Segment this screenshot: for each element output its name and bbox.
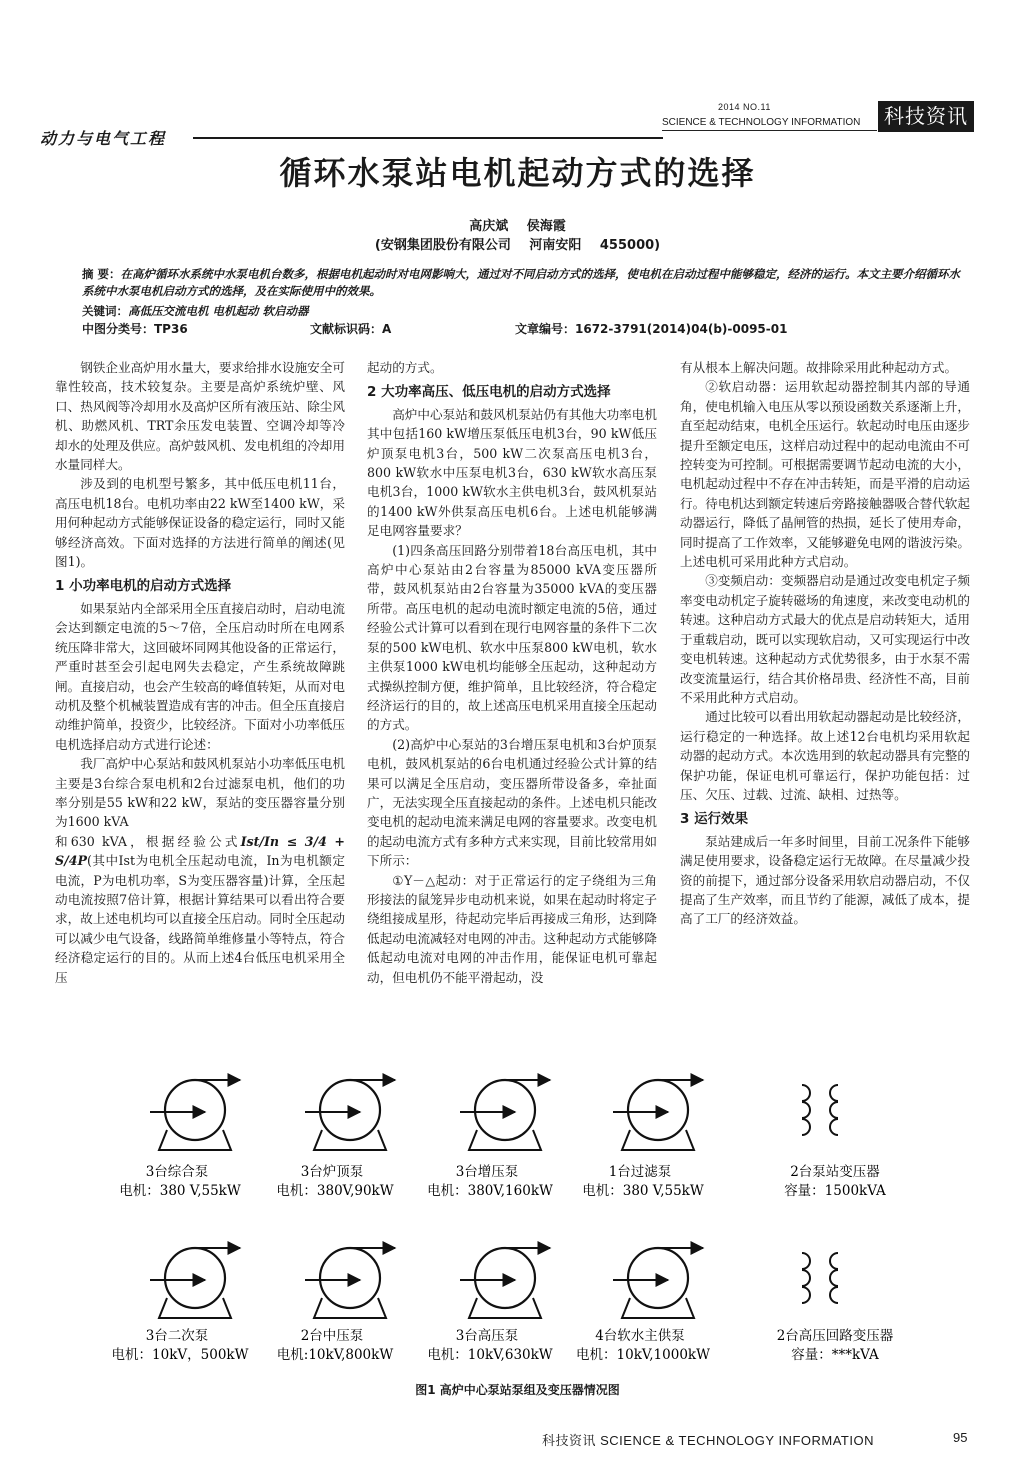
equipment-name: 3台增压泵 — [455, 1164, 519, 1180]
page-title: 循环水泵站电机起动方式的选择 — [279, 154, 756, 192]
paragraph: (2)高炉中心泵站的3台增压泵电机和3台炉顶泵电机，鼓风机泵站的6台电机通过经验公式计算的结果可以满足全压启动，变压器所带设备多，牵扯面广，无法实现全压直接起动的条件。上述电机只能改变电机的起动电流来满足电网的容量要求。改变电机的起动电流方式有多种方式来实现，目前比较常用如下所示： — [367, 736, 657, 869]
equipment-name: 2台高压回路变压器 — [776, 1328, 894, 1344]
formula: Ist/In ≤ 3/4 + S/4P — [55, 833, 345, 869]
transformer-icon — [802, 1085, 838, 1135]
figure-pump-diagram — [0, 1068, 1035, 1408]
pump-motor-icon — [150, 1080, 240, 1150]
issue-number: 2014 NO.11 — [718, 102, 771, 112]
formula-tail: (其中Ist为电机全压起动电流，In为电机额定电流，P为电机功率，S为变压器容量)计算，全压起动电流按照7倍计算，根据计算结果可以看出符合要求，故上述电机均可以直接全压启动。同时全压起动可以减少电气设备，线路简单维修量小等特点，符合经济稳定运行的目的。从而上述4台低压电机采用全压 — [55, 853, 345, 985]
paragraph: 我厂高炉中心泵站和鼓风机泵站小功率低压电机主要是3台综合泵电机和2台过滤泵电机，他们的功率分别是55 kW和22 kW，泵站的变压器容量分别为1600 kVA — [55, 756, 345, 830]
equipment-spec: 电机：10kV,1000kW — [576, 1347, 710, 1363]
equipment-name: 3台炉顶泵 — [300, 1164, 364, 1180]
section-heading: 1 小功率电机的启动方式选择 — [55, 578, 232, 595]
equipment-spec: 电机：380V,90kW — [276, 1183, 394, 1199]
paragraph: 有从根本上解决问题。故排除采用此种起动方式。 — [680, 360, 958, 375]
paragraph: ②软启动器：运用软起动器控制其内部的导通角，使电机输入电压从零以预设函数关系逐渐上升，直至起动结束，电机全压运行。软起动时电压由逐步提升至额定电压，这样启动过程中的起动电流由不可控转变为可控制。可根据需要调节起动电流的大小，电机起动过程中不存在冲击转矩，而是平滑的启动运行。待电机达到额定转速后旁路接触器吸合替代软起动器运行，降低了晶闸管的热损，延长了使用寿命，同时提高了工作效率，又能够避免电网的谐波污染。上述电机可采用此种方式启动。 — [680, 379, 970, 570]
figure-caption: 图1 高炉中心泵站泵组及变压器情况图 — [415, 1383, 620, 1397]
masthead-rule — [662, 130, 877, 131]
section-label: 动力与电气工程 — [40, 129, 167, 148]
keywords-text: 高低压交流电机 电机起动 软启动器 — [128, 304, 309, 318]
affiliation: (安钢集团股份有限公司 河南安阳 455000) — [374, 238, 661, 253]
pump-motor-icon — [305, 1080, 395, 1150]
page-number: 95 — [953, 1430, 968, 1445]
section-rule — [193, 137, 663, 139]
paragraph: 涉及到的电机型号繁多，其中低压电机11台，高压电机18台。电机功率由22 kW至1400 kW，采用何种起动方式能够保证设备的稳定运行，同时又能够经济高效。下面对选择的方法进行简单的阐述(见图1)。 — [55, 476, 345, 570]
paragraph: 泵站建成后一年多时间里，目前工况条件下能够满足使用要求，设备稳定运行无故障。在尽量减少投资的前提下，通过部分设备采用软启动器启动，不仅提高了生产效率，而且节约了能源，减低了成本，提高了工厂的经济效益。 — [680, 833, 970, 927]
formula-lead: 和630 kVA，根据经验公式 — [55, 833, 241, 849]
paragraph: 起动的方式。 — [367, 360, 443, 375]
equipment-name: 2台中压泵 — [300, 1328, 364, 1344]
paragraph: 如果泵站内全部采用全压直接启动时，启动电流会达到额定电流的5～7倍，全压启动时所在电网系统压降非常大，这回破坏同网其他设备的正常运行，严重时甚至会引起电网失去稳定，产生系统故障跳闸。直接启动，也会产生较高的峰值转矩，从而对电动机及整个机械装置造成有害的冲击。但全压直接启动维护简单，投资少，比较经济。下面对小功率低压电机选择启动方式进行论述： — [55, 600, 345, 752]
paragraph: ③变频启动：变频器启动是通过改变电机定子频率变电动机定子旋转磁场的角速度，来改变电动机的转速。这种启动方式最大的优点是启动转矩大，适用于重载启动，既可以实现软启动，又可实现运行中改变电机转速。这种起动方式优势很多，由于水泵不需改变流量运行，结合其价格昂贵、经济性不高，目前不采用此种方式启动。 — [680, 573, 970, 705]
equipment-spec: 电机：380 V,55kW — [119, 1183, 241, 1199]
equipment-name: 3台二次泵 — [145, 1328, 209, 1344]
pump-motor-icon — [613, 1080, 703, 1150]
equipment-name: 1台过滤泵 — [608, 1164, 672, 1180]
equipment-name: 4台软水主供泵 — [595, 1328, 685, 1344]
body-column-2 — [367, 358, 657, 987]
equipment-spec: 容量：1500kVA — [784, 1183, 886, 1199]
document-code: 文献标识码：A — [310, 322, 392, 336]
equipment-name: 3台综合泵 — [145, 1164, 209, 1180]
keywords — [82, 303, 962, 319]
equipment-spec: 电机：10kV,630kW — [427, 1347, 553, 1363]
classification-number: 中图分类号：TP36 — [82, 322, 188, 336]
abstract — [82, 266, 962, 300]
footer-journal: 科技资讯 SCIENCE & TECHNOLOGY INFORMATION — [542, 1433, 874, 1448]
paragraph: 钢铁企业高炉用水量大，要求给排水设施安全可靠性较高，技术较复杂。主要是高炉系统炉壁、风口、热风阀等冷却用水及高炉区所有液压站、除尘风机、助燃风机、TRT余压发电装置、空调冷却等冷却水的处理及供应。高炉鼓风机、发电机组的冷却用水量同样大。 — [55, 360, 345, 473]
paragraph: ①Y－△起动：对于正常运行的定子绕组为三角形接法的鼠笼异步电动机来说，如果在起动时将定子绕组接成星形，待起动完毕后再接成三角形，达到降低起动电流减轻对电网的冲击。这种起动方式能够降低起动电流对电网的冲击作用，能保证电机可靠起动，但电机仍不能平滑起动，没 — [367, 872, 657, 985]
body-column-1 — [55, 358, 345, 987]
equipment-spec: 电机：380 V,55kW — [582, 1183, 704, 1199]
equipment-spec: 电机：10kV，500kW — [111, 1347, 249, 1363]
pump-motor-icon — [460, 1248, 550, 1318]
body-column-3 — [680, 358, 970, 929]
pump-motor-icon — [460, 1080, 550, 1150]
pump-motor-icon — [150, 1248, 240, 1318]
abstract-label: 摘 要： — [82, 267, 121, 281]
paragraph: 通过比较可以看出用软起动器起动是比较经济，运行稳定的一种选择。故上述12台电机均采用软起动器的起动方式。本次选用到的软起动器具有完整的保护功能，保证电机可靠运行，保护功能包括：过压、欠压、过载、过流、缺相、过热等。 — [680, 709, 970, 802]
pump-motor-icon — [305, 1248, 395, 1318]
abstract-text: 在高炉循环水系统中水泵电机台数多，根据电机起动时对电网影响大，通过对不同启动方式的选择，使电机在启动过程中能够稳定，经济的运行。本文主要介绍循环水系统中水泵电机启动方式的选择，及在实际使用中的效果。 — [82, 267, 961, 298]
journal-name-en: SCIENCE & TECHNOLOGY INFORMATION — [662, 117, 861, 128]
pump-motor-icon — [613, 1248, 703, 1318]
equipment-name: 2台泵站变压器 — [790, 1164, 880, 1180]
section-heading: 3 运行效果 — [680, 811, 749, 828]
equipment-name: 3台高压泵 — [455, 1328, 519, 1344]
paragraph: 高炉中心泵站和鼓风机泵站仍有其他大功率电机其中包括160 kW增压泵低压电机3台，90 kW低压炉顶泵电机3台，500 kW二次泵高压电机3台，800 kW软水中压泵电机3台，630 kW软水高压泵电机3台，1000 kW软水主供电机3台，鼓风机泵站的1400 kW外供泵高压电机6台。上述电机能够满足电网容量要求？ — [367, 406, 657, 539]
equipment-spec: 电机:10kV,800kW — [276, 1347, 394, 1363]
authors: 高庆斌 侯海霞 — [469, 219, 566, 234]
section-heading: 2 大功率高压、低压电机的启动方式选择 — [367, 384, 611, 401]
equipment-spec: 电机：380V,160kW — [427, 1183, 553, 1199]
keywords-label: 关键词： — [82, 304, 128, 318]
paragraph: (1)四条高压回路分别带着18台高压电机，其中高炉中心泵站由2台容量为85000 kVA变压器所带，鼓风机泵站由2台容量为35000 kVA的变压器所带。高压电机的起动电流时额定电流的5倍，通过经验公式计算可以看到在现行电网容量的条件下二次泵的500 kW电机、软水中压泵800 kW电机，软水主供泵1000 kW电机均能够全压起动，这种起动方式操纵控制方便，维护简单，且比较经济，符合稳定经济运行的目的，故上述高压电机采用直接全压起动的方式。 — [367, 542, 657, 733]
paragraph-formula — [55, 832, 345, 987]
journal-name-cn: 科技资讯 — [878, 101, 974, 132]
equipment-spec: 容量：***kVA — [791, 1347, 879, 1363]
transformer-icon — [802, 1253, 838, 1303]
article-number: 文章编号：1672-3791(2014)04(b)-0095-01 — [515, 322, 788, 336]
